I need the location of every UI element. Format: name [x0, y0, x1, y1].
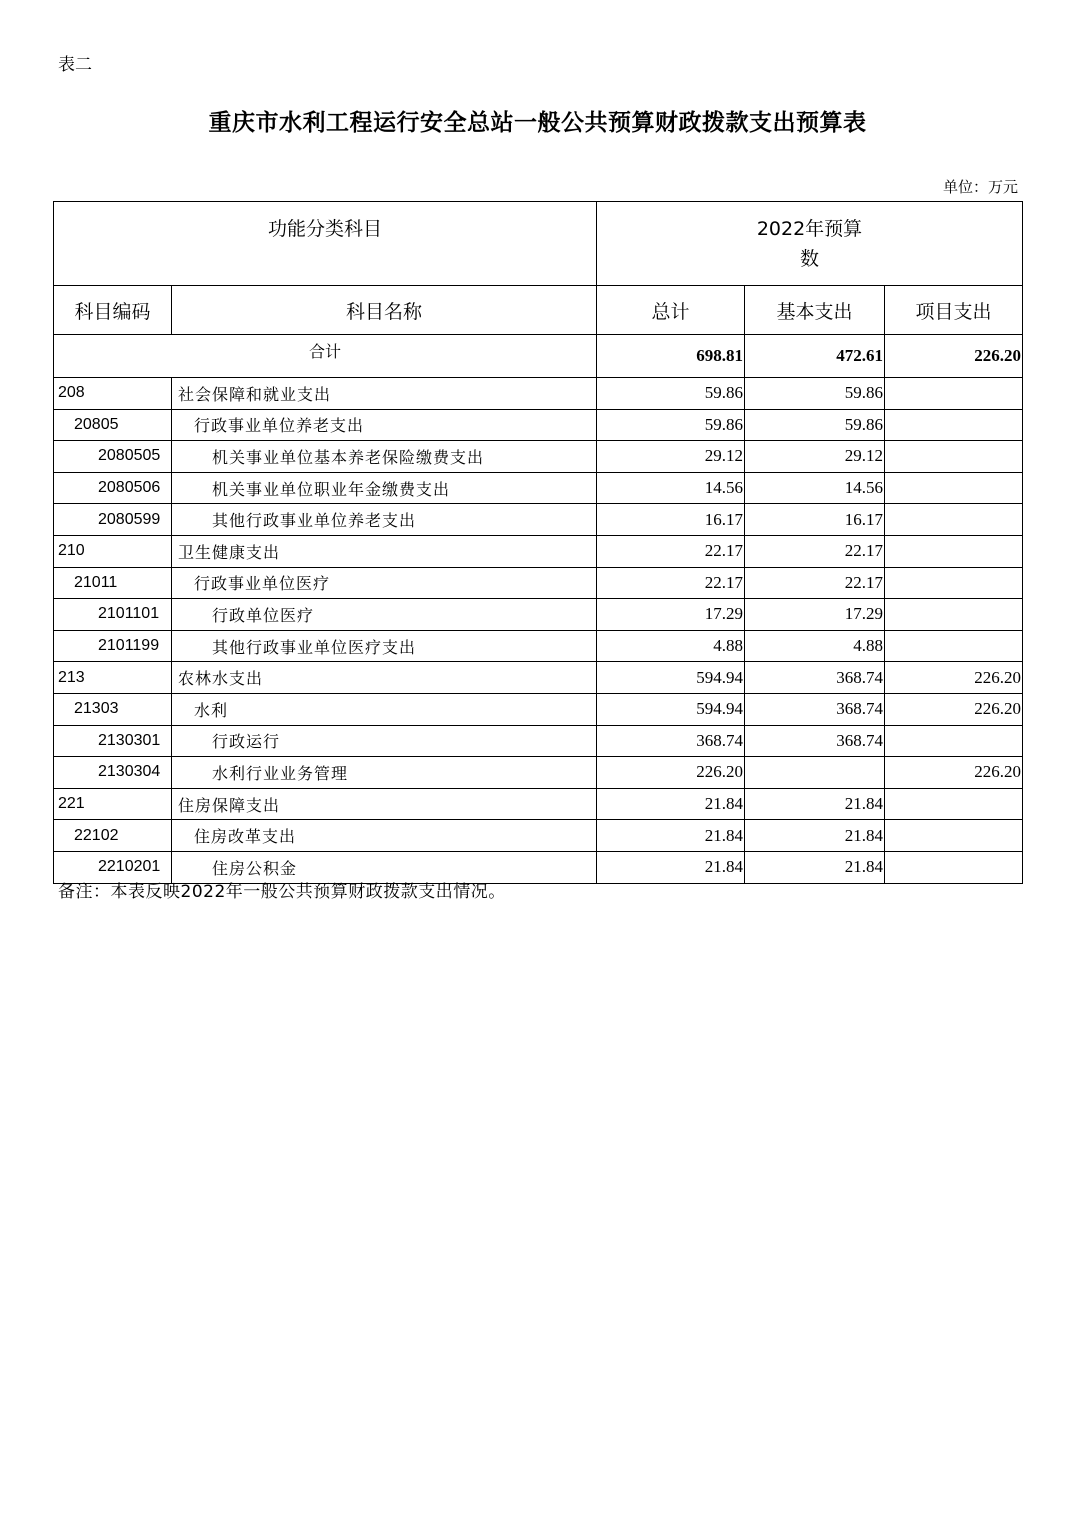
- row-name: 行政单位医疗: [172, 599, 597, 631]
- row-basic: 59.86: [745, 378, 885, 410]
- functional-category-header: 功能分类科目: [54, 202, 597, 286]
- row-code: 22102: [54, 820, 172, 852]
- row-name: 行政运行: [172, 725, 597, 757]
- row-project: 226.20: [885, 757, 1023, 789]
- row-code: 2101101: [54, 599, 172, 631]
- row-total: 226.20: [597, 757, 745, 789]
- table-row: [54, 599, 1023, 631]
- total-row: [54, 335, 1023, 378]
- row-project: [885, 599, 1023, 631]
- row-basic: 17.29: [745, 599, 885, 631]
- footnote: 备注：本表反映2022年一般公共预算财政拨款支出情况。: [58, 882, 506, 902]
- row-basic: 21.84: [745, 788, 885, 820]
- budget-table: [53, 201, 1023, 884]
- table-row: [54, 504, 1023, 536]
- row-project: [885, 378, 1023, 410]
- row-basic: 4.88: [745, 630, 885, 662]
- row-name: 住房保障支出: [172, 788, 597, 820]
- table-row: [54, 662, 1023, 694]
- row-project: [885, 472, 1023, 504]
- row-basic: 22.17: [745, 535, 885, 567]
- name-header: 科目名称: [172, 286, 597, 335]
- total-header: 总计: [597, 286, 745, 335]
- row-name: 住房公积金: [172, 851, 597, 883]
- budget-header-line2: 数: [800, 247, 820, 270]
- page-title: 重庆市水利工程运行安全总站一般公共预算财政拨款支出预算表: [208, 109, 867, 136]
- row-code: 2080505: [54, 441, 172, 473]
- row-project: [885, 630, 1023, 662]
- table-row: [54, 472, 1023, 504]
- row-code: 2130301: [54, 725, 172, 757]
- row-name: 水利行业业务管理: [172, 757, 597, 789]
- row-code: 2080506: [54, 472, 172, 504]
- row-name: 行政事业单位医疗: [172, 567, 597, 599]
- row-total: 368.74: [597, 725, 745, 757]
- row-total: 59.86: [597, 409, 745, 441]
- budget-year-header: [597, 202, 1023, 286]
- row-code: 208: [54, 378, 172, 410]
- row-project: [885, 441, 1023, 473]
- table-row: [54, 630, 1023, 662]
- table-label: 表二: [58, 55, 92, 75]
- table-row: [54, 725, 1023, 757]
- table-row: [54, 693, 1023, 725]
- row-code: 2130304: [54, 757, 172, 789]
- row-name: 行政事业单位养老支出: [172, 409, 597, 441]
- row-name: 卫生健康支出: [172, 535, 597, 567]
- row-total: 16.17: [597, 504, 745, 536]
- row-total: 594.94: [597, 693, 745, 725]
- header-row-2: [54, 286, 1023, 335]
- row-code: 2210201: [54, 851, 172, 883]
- row-name: 机关事业单位职业年金缴费支出: [172, 472, 597, 504]
- row-code: 2101199: [54, 630, 172, 662]
- table-row: [54, 757, 1023, 789]
- row-total: 17.29: [597, 599, 745, 631]
- row-total: 21.84: [597, 788, 745, 820]
- row-project: [885, 504, 1023, 536]
- row-basic: 16.17: [745, 504, 885, 536]
- row-name: 住房改革支出: [172, 820, 597, 852]
- code-header: 科目编码: [54, 286, 172, 335]
- row-project: [885, 788, 1023, 820]
- row-project: 226.20: [885, 693, 1023, 725]
- row-project: 226.20: [885, 662, 1023, 694]
- basic-header: 基本支出: [745, 286, 885, 335]
- row-total: 4.88: [597, 630, 745, 662]
- row-code: 213: [54, 662, 172, 694]
- row-basic: 14.56: [745, 472, 885, 504]
- total-basic: 472.61: [745, 335, 885, 378]
- row-name: 社会保障和就业支出: [172, 378, 597, 410]
- table-row: [54, 409, 1023, 441]
- budget-header-line1: 2022年预算: [756, 217, 863, 240]
- row-basic: 368.74: [745, 662, 885, 694]
- row-code: 20805: [54, 409, 172, 441]
- row-total: 594.94: [597, 662, 745, 694]
- row-code: 21303: [54, 693, 172, 725]
- row-total: 29.12: [597, 441, 745, 473]
- row-code: 21011: [54, 567, 172, 599]
- total-total: 698.81: [597, 335, 745, 378]
- row-basic: 22.17: [745, 567, 885, 599]
- row-total: 22.17: [597, 535, 745, 567]
- unit-label: 单位：万元: [942, 178, 1018, 196]
- row-name: 其他行政事业单位养老支出: [172, 504, 597, 536]
- row-project: [885, 567, 1023, 599]
- total-label: 合计: [54, 335, 597, 378]
- row-basic: 21.84: [745, 820, 885, 852]
- table-row: [54, 820, 1023, 852]
- row-total: 14.56: [597, 472, 745, 504]
- row-project: [885, 535, 1023, 567]
- table-row: [54, 788, 1023, 820]
- row-code: 221: [54, 788, 172, 820]
- row-basic: 368.74: [745, 725, 885, 757]
- total-project: 226.20: [885, 335, 1023, 378]
- table-row: [54, 378, 1023, 410]
- row-code: 210: [54, 535, 172, 567]
- row-basic: 59.86: [745, 409, 885, 441]
- table-row: [54, 535, 1023, 567]
- table-row: [54, 567, 1023, 599]
- row-project: [885, 851, 1023, 883]
- row-name: 机关事业单位基本养老保险缴费支出: [172, 441, 597, 473]
- row-basic: [745, 757, 885, 789]
- project-header: 项目支出: [885, 286, 1023, 335]
- row-name: 其他行政事业单位医疗支出: [172, 630, 597, 662]
- row-name: 农林水支出: [172, 662, 597, 694]
- row-name: 水利: [172, 693, 597, 725]
- header-row-1: [54, 202, 1023, 286]
- table-row: [54, 441, 1023, 473]
- row-basic: 21.84: [745, 851, 885, 883]
- row-total: 22.17: [597, 567, 745, 599]
- row-code: 2080599: [54, 504, 172, 536]
- row-total: 59.86: [597, 378, 745, 410]
- row-basic: 29.12: [745, 441, 885, 473]
- row-project: [885, 725, 1023, 757]
- row-basic: 368.74: [745, 693, 885, 725]
- row-total: 21.84: [597, 851, 745, 883]
- row-total: 21.84: [597, 820, 745, 852]
- row-project: [885, 820, 1023, 852]
- row-project: [885, 409, 1023, 441]
